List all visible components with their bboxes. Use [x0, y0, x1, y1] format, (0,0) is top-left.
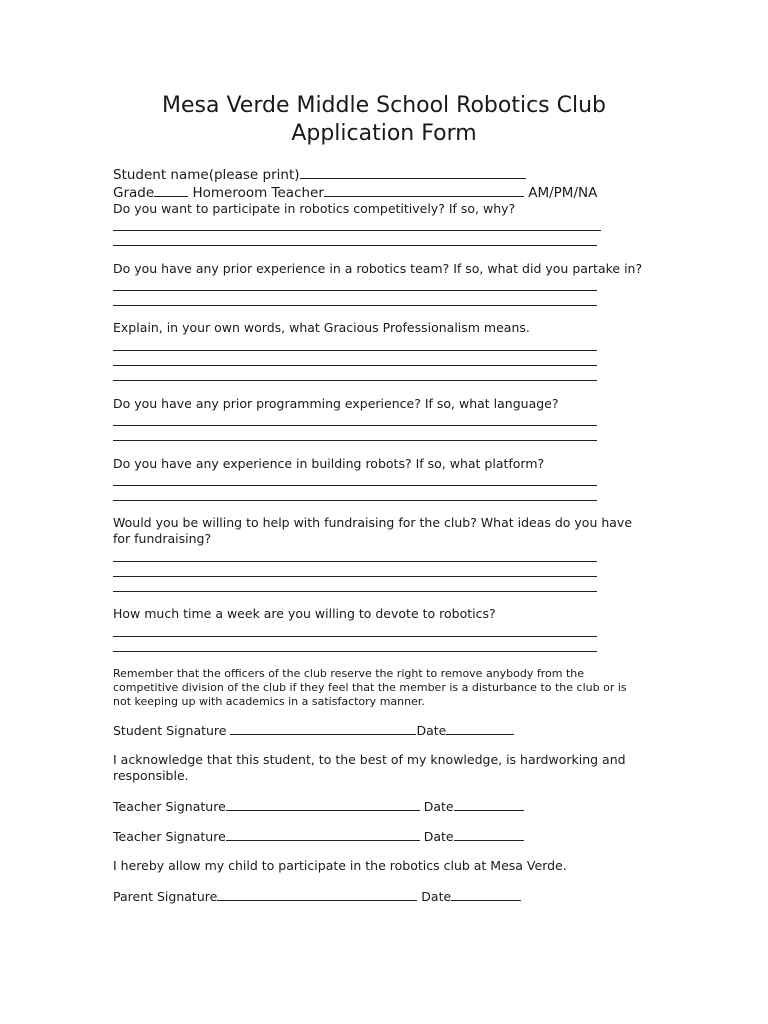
teacher-signature-label: Teacher Signature	[113, 829, 226, 844]
parent-signature-row	[113, 888, 521, 905]
date-label: Date	[416, 723, 447, 738]
question-gracious-professionalism: Explain, in your own words, what Gracious Professionalism means.	[113, 320, 530, 335]
grade-homeroom-row	[113, 184, 597, 202]
student-signature-label: Student Signature	[113, 723, 227, 738]
student-signature-row	[113, 722, 514, 739]
grade-field[interactable]	[154, 184, 188, 197]
teacher-signature-label: Teacher Signature	[113, 799, 226, 814]
parent-permission-statement: I hereby allow my child to participate in the robotics club at Mesa Verde.	[113, 858, 567, 873]
answer-line[interactable]	[113, 440, 597, 441]
notice-line: Remember that the officers of the club reserve the right to remove anybody from the	[113, 667, 585, 680]
answer-line[interactable]	[113, 380, 597, 381]
answer-line[interactable]	[113, 290, 597, 291]
homeroom-teacher-field[interactable]	[324, 184, 524, 197]
question-competitive: Do you want to participate in robotics competitively? If so, why?	[113, 201, 516, 216]
teacher-ack-line: I acknowledge that this student, to the best of my knowledge, is hardworking and	[113, 752, 626, 767]
question-fundraising-cont: for fundraising?	[113, 531, 212, 546]
answer-line[interactable]	[113, 365, 597, 366]
teacher-ack-line: responsible.	[113, 768, 189, 783]
answer-line[interactable]	[113, 500, 597, 501]
question-prior-team: Do you have any prior experience in a robotics team? If so, what did you partake in?	[113, 261, 643, 276]
answer-line[interactable]	[113, 636, 597, 637]
parent-signature-label: Parent Signature	[113, 889, 218, 904]
notice-line: not keeping up with academics in a satisfactory manner.	[113, 695, 425, 708]
grade-label: Grade	[113, 185, 155, 201]
question-programming: Do you have any prior programming experience? If so, what language?	[113, 396, 559, 411]
answer-line[interactable]	[113, 230, 601, 231]
date-label: Date	[421, 889, 452, 904]
answer-line[interactable]	[113, 651, 597, 652]
teacher-date-field[interactable]	[454, 828, 524, 841]
date-label: Date	[423, 799, 454, 814]
form-title-line-1: Mesa Verde Middle School Robotics Club	[161, 93, 607, 118]
answer-line[interactable]	[113, 350, 597, 351]
answer-line[interactable]	[113, 576, 597, 577]
homeroom-teacher-label: Homeroom Teacher	[192, 185, 324, 201]
notice-line: competitive division of the club if they feel that the member is a disturbance to the club or is	[113, 681, 627, 694]
date-label: Date	[423, 829, 454, 844]
student-name-label: Student name(please print)	[113, 167, 300, 183]
student-date-field[interactable]	[446, 722, 514, 735]
teacher-signature-row	[113, 828, 524, 845]
student-name-field[interactable]	[300, 166, 526, 179]
student-name-row	[113, 166, 526, 184]
answer-line[interactable]	[113, 305, 597, 306]
parent-signature-field[interactable]	[217, 888, 417, 901]
teacher-date-field[interactable]	[454, 798, 524, 811]
answer-line[interactable]	[113, 485, 597, 486]
answer-line[interactable]	[113, 591, 597, 592]
ampm-label: AM/PM/NA	[528, 185, 598, 201]
teacher-signature-field[interactable]	[226, 828, 420, 841]
form-title-line-2: Application Form	[291, 121, 477, 146]
answer-line[interactable]	[113, 561, 597, 562]
question-fundraising: Would you be willing to help with fundraising for the club? What ideas do you have	[113, 515, 633, 530]
question-time-commitment: How much time a week are you willing to devote to robotics?	[113, 606, 496, 621]
student-signature-field[interactable]	[230, 722, 416, 735]
question-building-robots: Do you have any experience in building robots? If so, what platform?	[113, 456, 545, 471]
answer-line[interactable]	[113, 425, 597, 426]
parent-date-field[interactable]	[451, 888, 521, 901]
answer-line[interactable]	[113, 245, 597, 246]
teacher-signature-field[interactable]	[226, 798, 420, 811]
teacher-signature-row	[113, 798, 524, 815]
